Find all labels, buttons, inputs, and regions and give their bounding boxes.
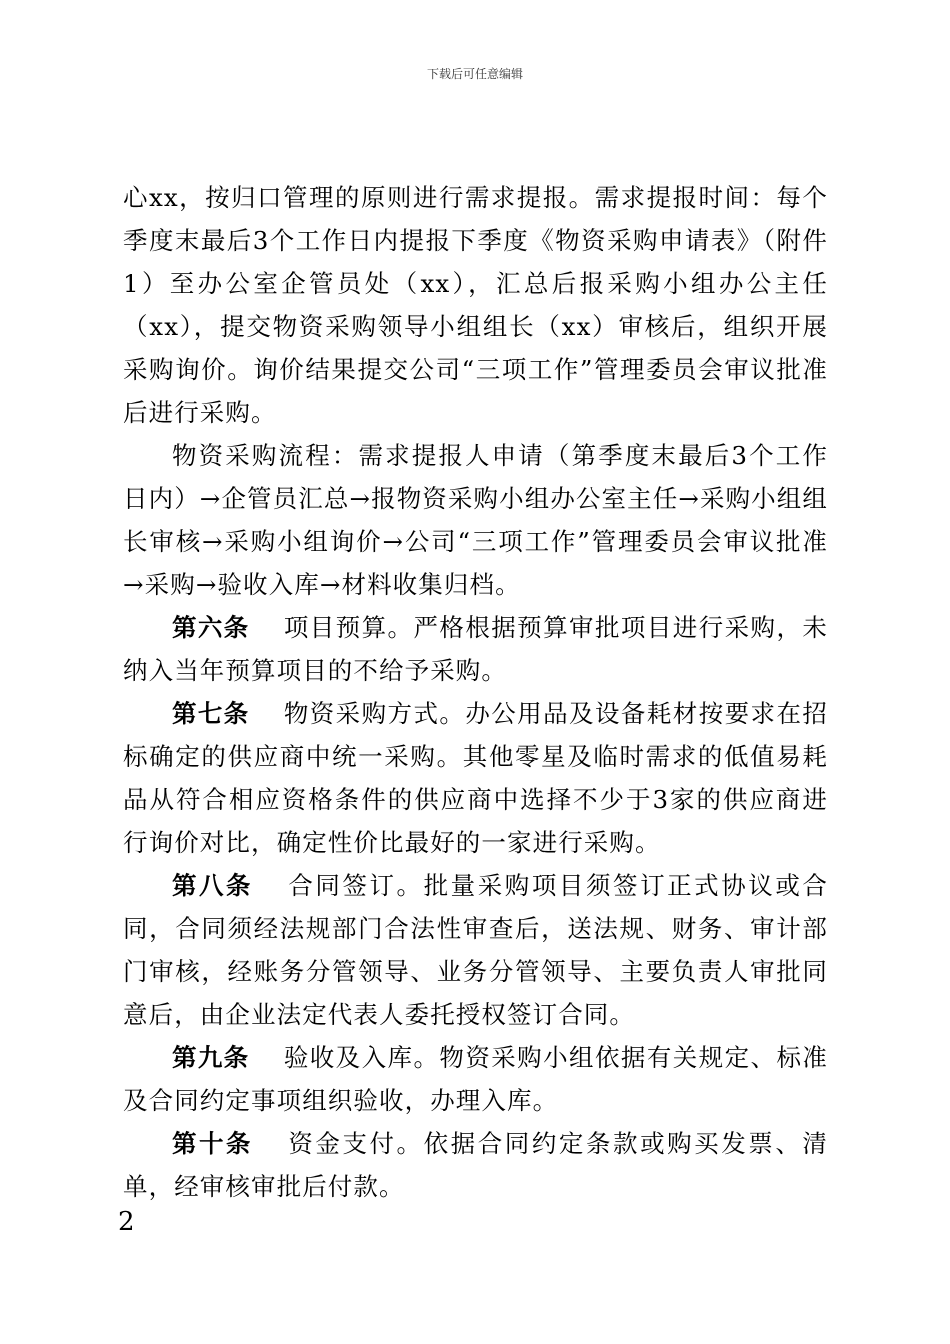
article-text: 资金支付。依据合同约定条款或购买发票、清单，经审核审批后付款。 [123,1129,829,1201]
article-number: 第七条 [172,699,250,728]
article-8 [123,864,828,1036]
article-number: 第八条 [172,871,253,900]
page-number: 2 [118,1207,135,1237]
article-number: 第六条 [172,613,250,642]
article-9 [123,1036,828,1122]
article-text: 验收及入库。物资采购小组依据有关规定、标准及合同约定事项组织验收，办理入库。 [123,1043,829,1115]
article-text: 项目预算。严格根据预算审批项目进行采购，未纳入当年预算项目的不给予采购。 [123,613,829,685]
continued-paragraph: 心xx，按归口管理的原则进行需求提报。需求提报时间：每个季度末最后3个工作日内提报下季度《物资采购申请表》（附件1）至办公室企管员处（xx），汇总后报采购小组办公主任（xx），提交物资采购领导小组组长（xx）审核后，组织开展采购询价。询价结果提交公司“三项工作”管理委员会审议批准后进行采购。 [123,183,828,427]
process-paragraph: 物资采购流程：需求提报人申请（第季度末最后3个工作日内）→企管员汇总→报物资采购小组办公室主任→采购小组组长审核→采购小组询价→公司“三项工作”管理委员会审议批准→采购→验收入库→材料收集归档。 [123,441,828,599]
article-text: 物资采购方式。办公用品及设备耗材按要求在招标确定的供应商中统一采购。其他零星及临时需求的低值易耗品从符合相应资格条件的供应商中选择不少于3家的供应商进行询价对比，确定性价比最好的一家进行采购。 [123,699,829,857]
article-7 [123,692,828,864]
article-number: 第十条 [172,1129,253,1158]
page-header: 下载后可任意编辑 [426,67,523,81]
article-text: 合同签订。批量采购项目须签订正式协议或合同，合同须经法规部门合法性审查后，送法规、财务、审计部门审核，经账务分管领导、业务分管领导、主要负责人审批同意后，由企业法定代表人委托授权签订合同。 [123,871,829,1029]
article-6 [123,606,828,692]
article-number: 第九条 [172,1043,250,1072]
article-10 [123,1122,828,1208]
document-body [123,176,828,1208]
